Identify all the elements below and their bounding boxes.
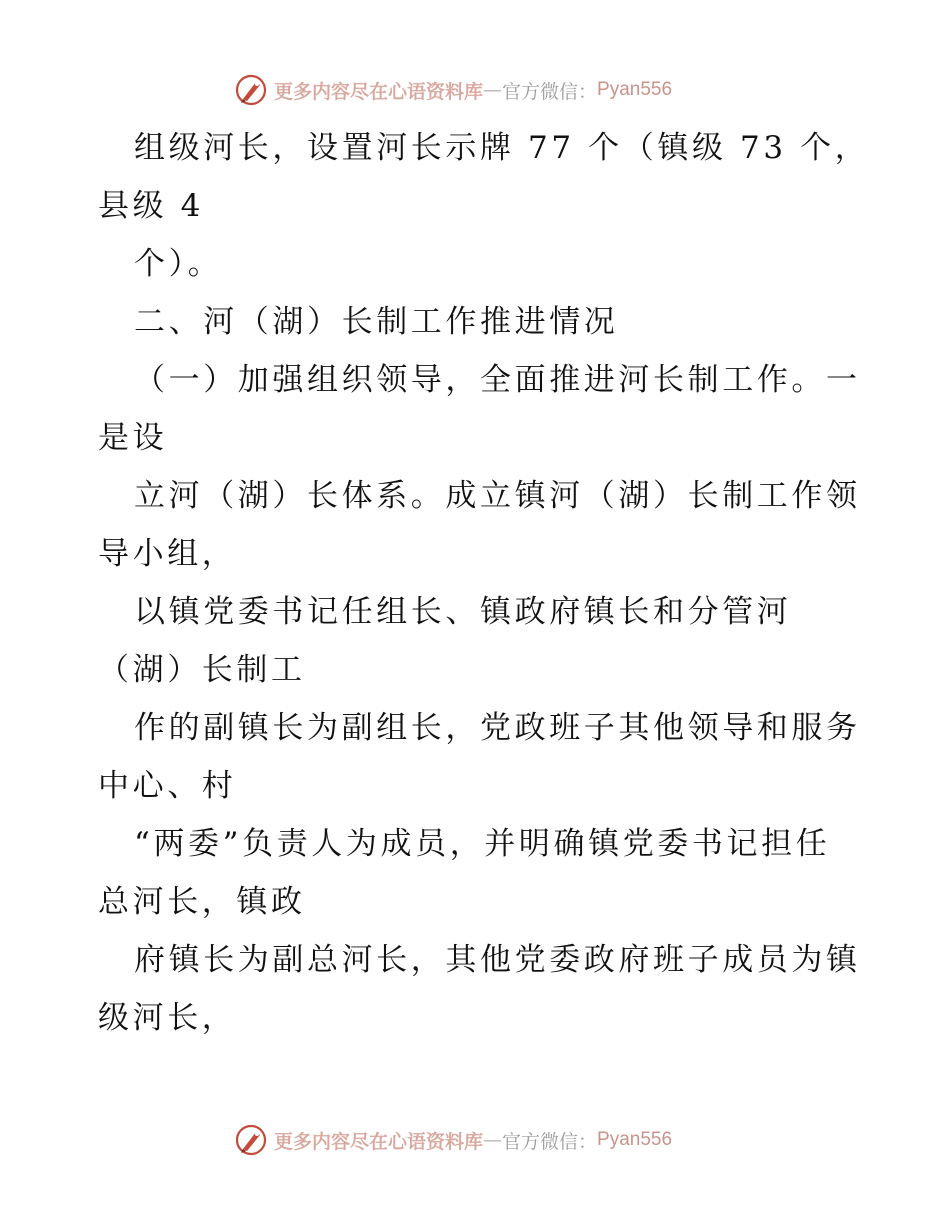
watermark-dash: — bbox=[483, 1129, 503, 1151]
text-line: 是设 bbox=[98, 420, 168, 456]
section-heading: 二、河（湖）长制工作推进情况 bbox=[134, 304, 619, 340]
watermark-official-label: 官方微信： bbox=[502, 1130, 598, 1153]
document-body bbox=[98, 119, 870, 1047]
text-line: （湖）长制工 bbox=[98, 652, 306, 688]
watermark-official-label: 官方微信： bbox=[502, 80, 598, 103]
watermark-text: 更多内容尽在心语资料库 bbox=[274, 80, 484, 103]
text-line: （一）加强组织领导，全面推进河长制工作。一 bbox=[134, 362, 861, 398]
footer-watermark bbox=[234, 1122, 672, 1158]
quill-pen-logo-icon bbox=[234, 73, 268, 107]
text-line: 作的副镇长为副组长，党政班子其他领导和服务 bbox=[134, 710, 861, 746]
text-line: 级河长， bbox=[98, 1000, 237, 1036]
text-line: 个）。 bbox=[134, 246, 223, 282]
watermark-wechat-id: Pyan556 bbox=[597, 79, 673, 100]
text-line: 府镇长为副总河长，其他党委政府班子成员为镇 bbox=[134, 942, 861, 978]
text-line: 总河长，镇政 bbox=[98, 884, 306, 920]
watermark-text: 更多内容尽在心语资料库 bbox=[274, 1130, 484, 1153]
text-line: “两委”负责人为成员，并明确镇党委书记担任 bbox=[134, 826, 831, 862]
text-line: 立河（湖）长体系。成立镇河（湖）长制工作领 bbox=[134, 478, 861, 514]
text-line: 中心、村 bbox=[98, 768, 237, 804]
text-line: 县级 4 bbox=[98, 188, 204, 224]
watermark-wechat-id: Pyan556 bbox=[597, 1129, 673, 1150]
text-line: 以镇党委书记任组长、镇政府镇长和分管河 bbox=[134, 594, 792, 630]
watermark-dash: — bbox=[483, 79, 503, 101]
header-watermark bbox=[234, 72, 672, 108]
text-line: 导小组， bbox=[98, 536, 237, 572]
quill-pen-logo-icon bbox=[234, 1123, 268, 1157]
text-line: 组级河长，设置河长示牌 77 个（镇级 73 个， bbox=[134, 130, 870, 166]
